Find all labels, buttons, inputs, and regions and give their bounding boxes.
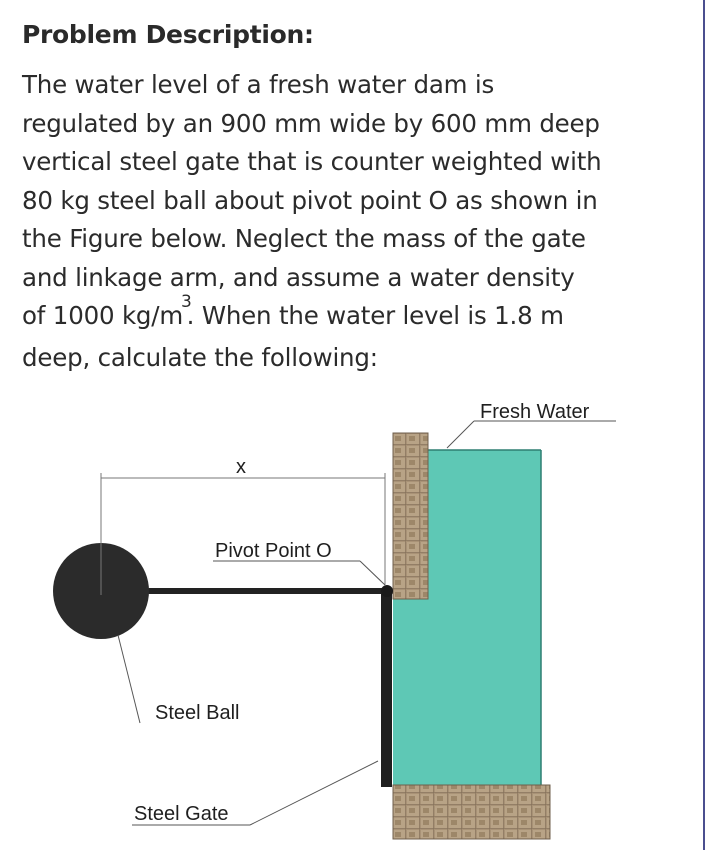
pivot-point	[381, 585, 393, 597]
text-line: 80 kg steel ball about pivot point O as shown in	[22, 185, 598, 215]
problem-text	[22, 66, 662, 377]
pivot-leader-diag	[360, 561, 385, 585]
dam-wall-upper	[393, 433, 428, 599]
steel-gate	[381, 592, 392, 787]
gate-leader-diag	[250, 761, 378, 825]
text-line	[22, 292, 662, 339]
fresh-water-label: Fresh Water	[480, 401, 590, 423]
pivot-label: Pivot Point O	[215, 540, 332, 562]
water-upper	[428, 450, 541, 600]
dam-figure	[0, 385, 709, 850]
steel-gate-label: Steel Gate	[134, 803, 229, 825]
text-line: deep, calculate the following:	[22, 342, 378, 372]
text-line: and linkage arm, and assume a water density	[22, 262, 575, 292]
text-line: the Figure below. Neglect the mass of the gate	[22, 224, 586, 253]
text-line: regulated by an 900 mm wide by 600 mm deep	[22, 108, 600, 138]
dam-diagram	[0, 385, 709, 850]
water-lower	[393, 597, 541, 785]
density-text: of 1000 kg/m	[22, 301, 184, 330]
fresh-water-leader-diag	[447, 421, 474, 448]
water-level-text: . When the water level is 1.8 m	[186, 301, 564, 330]
linkage-arm	[125, 588, 387, 594]
density-exponent: 3	[181, 292, 192, 312]
steel-ball-label: Steel Ball	[155, 702, 240, 724]
dam-base	[393, 785, 550, 839]
x-dimension-label: x	[236, 456, 246, 478]
problem-heading: Problem Description:	[22, 20, 314, 49]
ball-leader	[118, 635, 140, 723]
text-line: vertical steel gate that is counter weighted with	[22, 147, 602, 176]
text-line: The water level of a fresh water dam is	[22, 70, 495, 99]
